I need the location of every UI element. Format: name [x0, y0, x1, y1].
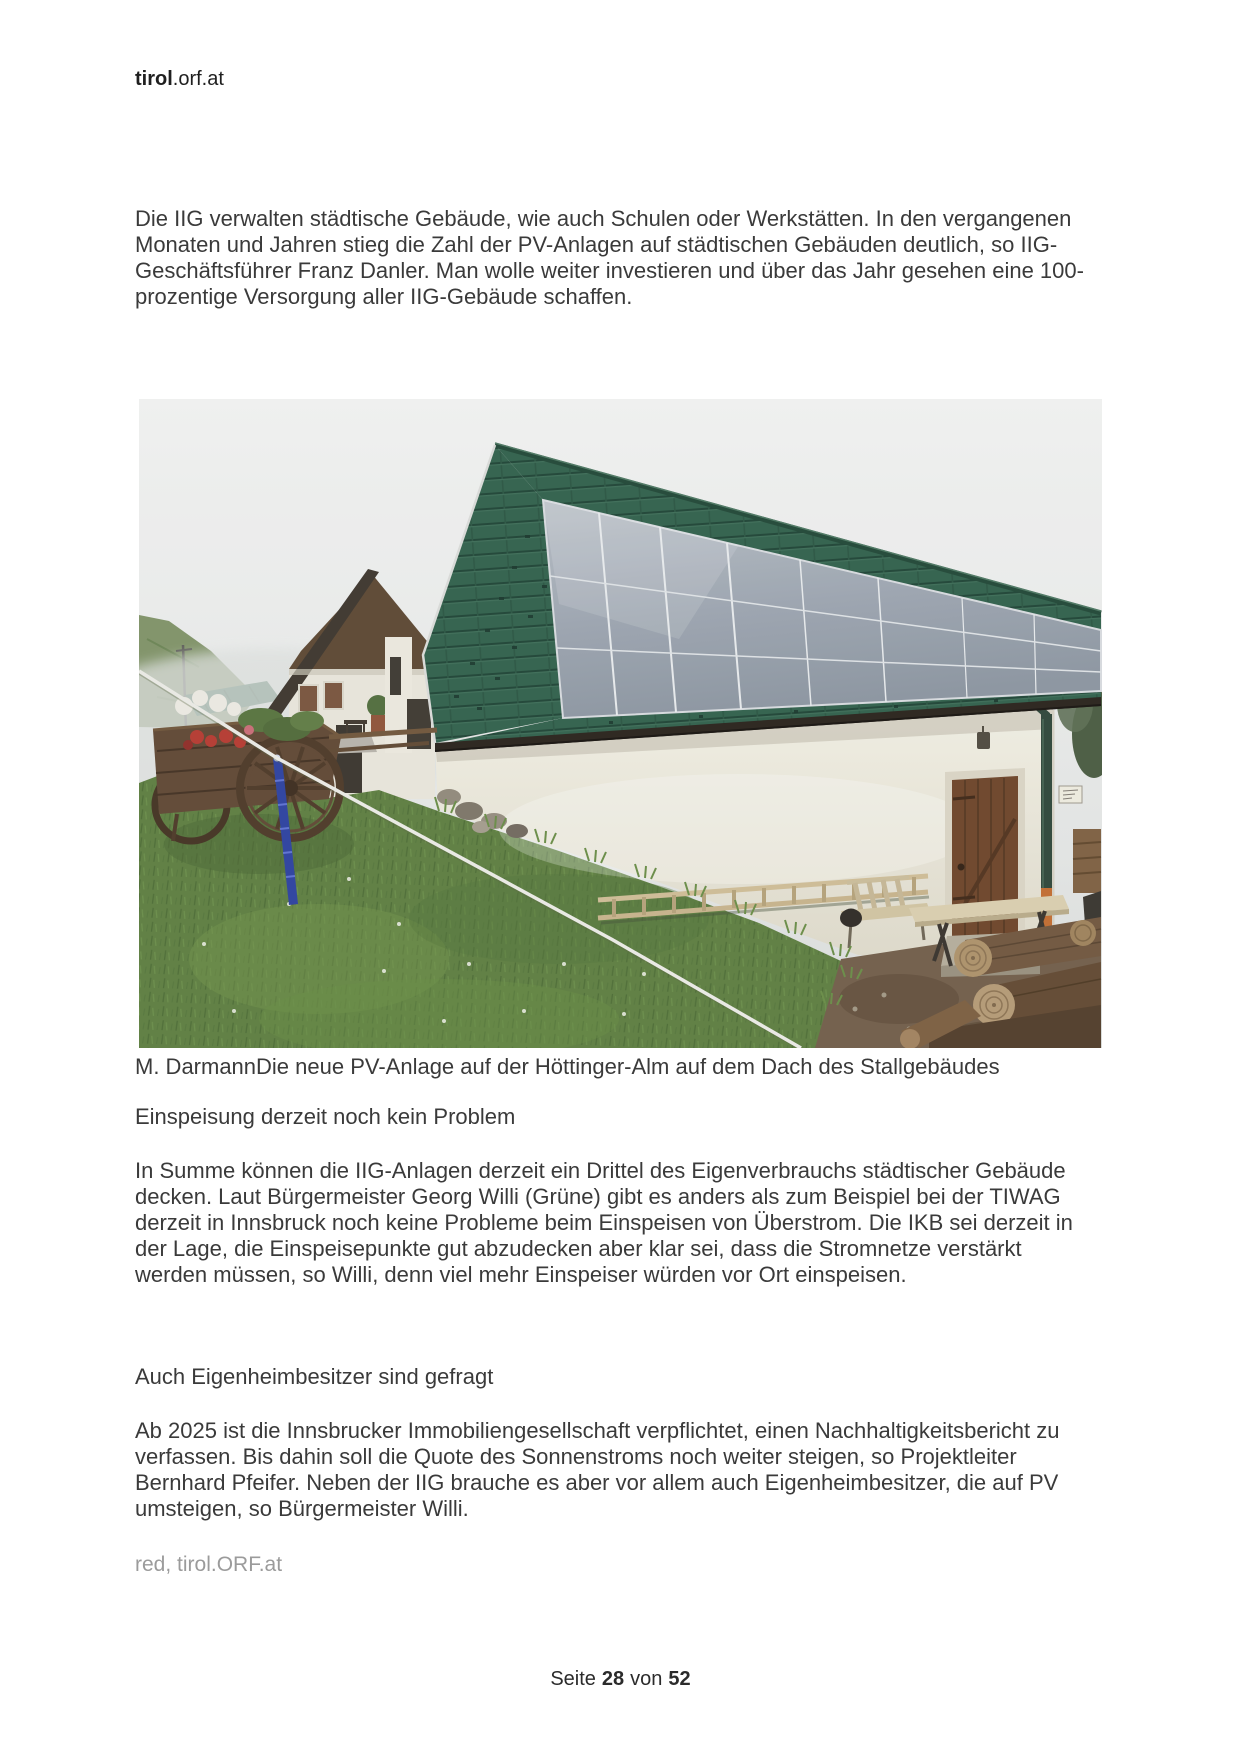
section-heading-eigenheimbesitzer: Auch Eigenheimbesitzer sind gefragt	[135, 1364, 494, 1389]
brand-bold: tirol	[135, 68, 173, 90]
footer-label-seite: Seite	[550, 1668, 596, 1690]
photo-illustration	[139, 399, 1102, 1048]
footer-label-von: von	[630, 1668, 663, 1690]
article-paragraph-2: In Summe können die IIG-Anlagen derzeit ein Drittel des Eigenverbrauchs städtischer Gebäude decken. Laut Bürgermeister Georg Willi (Grüne) gibt es anders als zum Beispiel bei der TIWAG derzeit in Innsbruck noch keine Probleme beim Einspeisen von Überstrom. Die IKB sei derzeit in der Lage, die Einspeisepunkte gut abzudecken aber klar sei, dass die Stromnetze verstärkt werden müssen, so Willi, denn viel mehr Einspeiser würden vor Ort einspeisen.	[135, 1158, 1073, 1287]
footer-total-pages: 52	[668, 1668, 691, 1690]
article-paragraph-1: Die IIG verwalten städtische Gebäude, wie auch Schulen oder Werkstätten. In den vergangenen Monaten und Jahren stieg die Zahl der PV-Anlagen auf städtischen Gebäuden deutlich, so IIG-Geschäftsführer Franz Danler. Man wolle weiter investieren und über das Jahr gesehen eine 100-prozentige Versorgung aller IIG-Gebäude schaffen.	[135, 206, 1084, 309]
footer-page-number: 28	[601, 1668, 625, 1690]
article-credit: red, tirol.ORF.at	[135, 1553, 283, 1576]
section-heading-einspeisung: Einspeisung derzeit noch kein Problem	[135, 1104, 516, 1129]
article-photo	[139, 399, 1102, 1048]
article-paragraph-3: Ab 2025 ist die Innsbrucker Immobiliengesellschaft verpflichtet, einen Nachhaltigkeitsbericht zu verfassen. Bis dahin soll die Quote des Sonnenstroms noch weiter steigen, so Projektleiter Bernhard Pfeifer. Neben der IIG brauche es aber vor allem auch Eigenheimbesitzer, die auf PV umsteigen, so Bürgermeister Willi.	[135, 1418, 1060, 1521]
photo-caption: M. DarmannDie neue PV-Anlage auf der Höttinger-Alm auf dem Dach des Stallgebäudes	[135, 1054, 1000, 1079]
brand-rest: .orf.at	[172, 68, 224, 90]
site-header	[135, 68, 224, 91]
page-footer	[0, 1668, 1241, 1691]
